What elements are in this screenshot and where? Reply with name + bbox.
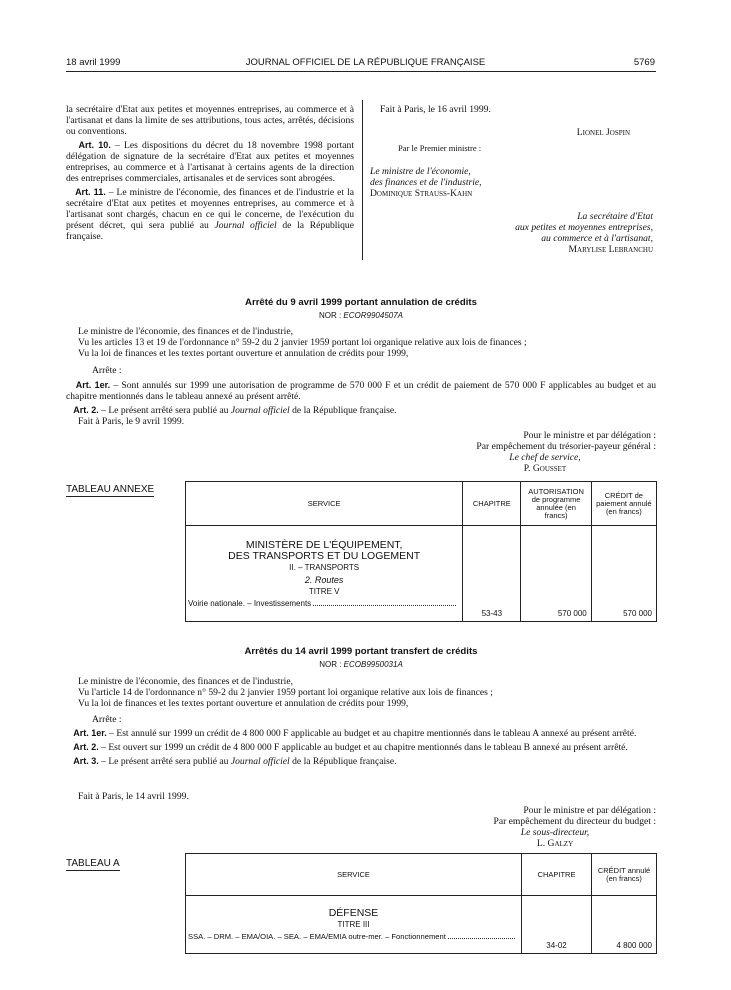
ministry-line-1: MINISTÈRE DE L'ÉQUIPEMENT, <box>245 539 403 551</box>
col-chapitre: CHAPITRE <box>463 482 521 526</box>
minister-name: Dominique Strauss-Kahn <box>370 188 473 199</box>
arrete-2-art-1-label: Art. 1er. <box>73 728 107 738</box>
leader-dots <box>448 938 515 939</box>
arrete-1-art-2 <box>66 405 656 416</box>
left-paragraph-1: la secrétaire d'Etat aux petites et moyennes entreprises, au commerce et à l'artisanat et dans la limite de ses attributions, tous actes, arrêtés, décisions ou conventions. <box>66 104 354 137</box>
secretary-name: Marylise Lebranchu <box>568 244 653 255</box>
secretary-line-3: au commerce et à l'artisanat, <box>541 233 653 244</box>
arrete-1-nor <box>66 310 656 321</box>
ministry-line-2: DES TRANSPORTS ET DU LOGEMENT <box>228 550 421 562</box>
ministry-defense: DÉFENSE <box>328 907 379 919</box>
arrete-1-art-2-text-b: de la République française. <box>289 405 397 416</box>
col-credit: CRÉDIT de paiement annulé (en francs) <box>591 482 656 526</box>
section-transports: II. – TRANSPORTS <box>289 563 360 572</box>
arrete-2-sign-3: Le sous-directeur, <box>520 827 590 838</box>
header-date: 18 avril 1999 <box>66 57 121 68</box>
arrete-2-art-3-label: Art. 3. <box>73 756 99 766</box>
arrete-1-title: Arrêté du 9 avril 1999 portant annulation de crédits <box>245 297 477 308</box>
arrete-1-sign-2: Par empêchement du trésorier-payeur général : <box>476 441 656 452</box>
arrete-1-nor-code: ECOR9904507A <box>343 311 404 320</box>
leader-dots <box>313 605 456 606</box>
col-chapitre: CHAPITRE <box>521 854 591 896</box>
arrete-1-art-2-text-a: – Le présent arrêté sera publié au <box>98 405 231 416</box>
tableau-a-row-chapitre: 34-02 <box>521 896 591 954</box>
arrete-2-sign-2: Par empêchement du directeur du budget : <box>493 816 656 827</box>
arrete-1-articles <box>66 380 656 419</box>
left-column <box>66 104 354 245</box>
arrete-2-sign-4: L. Galzy <box>536 838 574 849</box>
header-journal: JOURNAL OFFICIEL DE LA RÉPUBLIQUE FRANÇAISE <box>245 57 486 68</box>
arrete-1-art-1-label: Art. 1er. <box>75 380 111 390</box>
arrete-2-nor <box>66 659 656 670</box>
right-fait: Fait à Paris, le 16 avril 1999. <box>380 104 491 115</box>
arrete-1-sign-1: Pour le ministre et par délégation : <box>523 430 656 441</box>
annexe-row <box>188 598 458 609</box>
article-10-text: – Les dispositions du décret du 18 novembre 1998 portant délégation de signature de la secrétaire d'Etat aux petites et moyennes entreprises, au commerce et à l'artisanat à certains agents de la direction des entreprises commerciales, artisanales et de services sont abrogées. <box>66 140 355 184</box>
arrete-1-line-1: Le ministre de l'économie, des finances et de l'industrie, <box>78 326 293 337</box>
col-service: SERVICE <box>186 854 522 896</box>
signer-jospin: Lionel Jospin <box>576 127 630 138</box>
arrete-2-nor-code: ECOB9950031A <box>343 660 403 669</box>
section-routes: 2. Routes <box>304 575 344 585</box>
column-divider <box>362 100 363 260</box>
tableau-a-label: TABLEAU A <box>66 858 120 869</box>
arrete-2-line-2: Vu l'article 14 de l'ordonnance n° 59-2 du 2 janvier 1959 portant loi organique relative aux lois de finances ; <box>78 687 493 698</box>
secretary-line-2: aux petites et moyennes entreprises, <box>515 222 653 233</box>
col-service: SERVICE <box>186 482 463 526</box>
tableau-annexe-label: TABLEAU ANNEXE <box>66 484 155 495</box>
arrete-1-line-2: Vu les articles 13 et 19 de l'ordonnance n° 59-2 du 2 janvier 1959 portant loi organique relative aux lois de finances ; <box>78 337 527 348</box>
arrete-1-art-1-text: – Sont annulés sur 1999 une autorisation de programme de 570 000 F et un crédit de paiement de 570 000 F applicables au budget et au chapitre mentionnés dans le tableau annexé au présent arrêté. <box>66 380 656 402</box>
section-titre-iii: TITRE III <box>337 920 370 929</box>
tableau-annexe <box>185 481 657 622</box>
tableau-a <box>185 853 657 954</box>
annexe-service-cell <box>186 526 463 622</box>
annexe-row-cp: 570 000 <box>591 526 656 622</box>
arrete-2-line-1: Le ministre de l'économie, des finances et de l'industrie, <box>78 676 293 687</box>
arrete-1-arrete: Arrête : <box>92 365 122 376</box>
article-10 <box>66 140 354 184</box>
section-titre-v: TITRE V <box>308 587 340 596</box>
article-11-jo: Journal officiel <box>214 220 277 231</box>
arrete-2-fait: Fait à Paris, le 14 avril 1999. <box>78 791 189 802</box>
arrete-2-art-2-text: – Est ouvert sur 1999 un crédit de 4 800 000 F applicable au budget et au chapitre mentionnés dans le tableau B annexé au présent arrêté. <box>98 742 628 753</box>
arrete-2-art-2-label: Art. 2. <box>73 742 99 752</box>
arrete-2-sign-1: Pour le ministre et par délégation : <box>523 805 656 816</box>
arrete-2-art-1-text: – Est annulé sur 1999 un crédit de 4 800 000 F applicable au budget et au chapitre mentionnés dans le tableau A annexé au présent arrêté. <box>106 728 637 739</box>
article-10-label: Art. 10. <box>78 140 111 150</box>
arrete-2-line-3: Vu la loi de finances et les textes portant ouverture et annulation de crédits pour 1999, <box>78 698 409 709</box>
tableau-a-row <box>188 931 517 942</box>
secretary-line-1: La secrétaire d'Etat <box>577 211 653 222</box>
arrete-2-arrete: Arrête : <box>92 714 122 725</box>
arrete-1-fait: Fait à Paris, le 9 avril 1999. <box>78 416 185 427</box>
tableau-a-row-label: SSA. – DRM. – EMA/OIA. – SEA. – EMA/EMIA outre-mer. – Fonctionnement <box>188 932 446 941</box>
arrete-2-articles <box>66 728 656 770</box>
annexe-row-ap: 570 000 <box>521 526 591 622</box>
par-premier-ministre: Par le Premier ministre : <box>398 143 482 153</box>
arrete-1-sign-4: P. Gousset <box>523 463 567 474</box>
col-autorisation: AUTORISATION de programme annulée (en francs) <box>521 482 591 526</box>
annexe-row-chapitre: 53-43 <box>463 526 521 622</box>
header-page-number: 5769 <box>633 57 655 68</box>
arrete-2-art-3-text-b: de la République française. <box>289 756 397 767</box>
tableau-a-row-credit: 4 800 000 <box>592 896 657 954</box>
article-11-label: Art. 11. <box>75 187 106 197</box>
arrete-1-line-3: Vu la loi de finances et les textes portant ouverture et annulation de crédits pour 1999, <box>78 348 409 359</box>
arrete-1-nor-label: NOR : <box>318 311 344 320</box>
arrete-2-art-3-jo: Journal officiel <box>230 756 290 767</box>
arrete-1-art-2-jo: Journal officiel <box>230 405 290 416</box>
article-11 <box>66 187 354 242</box>
arrete-2-title: Arrêtés du 14 avril 1999 portant transfert de crédits <box>244 646 478 657</box>
article-11-text-a: – Le ministre de l'économie, des finances et de l'industrie et la secrétaire d'Etat aux petites et moyennes entreprises, au commerce et à l'artisanat sont chargés, chacun en ce qui le concerne, de l'exécution du présent décret, qui sera publié au <box>66 187 354 231</box>
minister-line-1: Le ministre de l'économie, <box>370 166 471 177</box>
arrete-1-sign-3: Le chef de service, <box>509 452 581 463</box>
col-credit: CRÉDIT annulé (en francs) <box>592 854 657 896</box>
arrete-1-art-1 <box>66 380 656 402</box>
header-rule <box>66 71 656 72</box>
arrete-2-art-2 <box>66 742 656 753</box>
arrete-2-art-1 <box>66 728 656 739</box>
arrete-2-art-3-text-a: – Le présent arrêté sera publié au <box>98 756 231 767</box>
arrete-2-nor-label: NOR : <box>319 660 344 669</box>
tableau-a-service-cell <box>186 896 522 954</box>
minister-line-2: des finances et de l'industrie, <box>370 177 482 188</box>
annexe-row-label: Voirie nationale. – Investissements <box>188 599 312 608</box>
arrete-2-art-3 <box>66 756 656 767</box>
article-11-text-b: de la République française. <box>66 220 354 242</box>
arrete-1-art-2-label: Art. 2. <box>73 405 99 415</box>
